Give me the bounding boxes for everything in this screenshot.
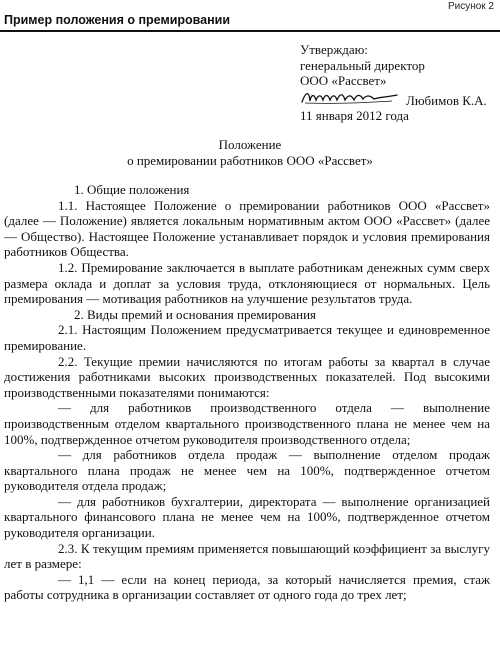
section-heading: 1. Общие положения [74,182,190,197]
approver-company: ООО «Рассвет» [300,73,387,89]
paragraph: 1.2. Премирование заключается в выплате работникам денежных сумм сверх размера оклада и доплат за условия труда, отклоняющиеся от нормальных. Цель премирования — мотивация работников на улучшение результатов труда. [4,259,490,307]
paragraph: 2.3. К текущим премиям применяется повышающий коэффициент за выслугу лет в размере: [4,540,490,572]
document-page [0,34,500,645]
approval-date: 11 января 2012 года [300,108,409,124]
paragraph: 2.2. Текущие премии начисляются по итогам работы за квартал в случае достижения работниками высоких производственных показателей. Под высокими производственными показателями понимаются: [4,353,490,400]
approver-position: генеральный директор [300,57,425,73]
paragraph: 2.1. Настоящим Положением предусматривается текущее и единовременное премирование. [4,322,490,353]
document-body [4,182,490,603]
signature-icon [300,89,400,105]
document-title-line-1: Положение [218,137,282,152]
section-heading: 2. Виды премий и основания премирования [74,306,317,322]
document-title [0,137,500,168]
list-item: — для работников производственного отдела — выполнение производственным отделом квартального производственного плана не менее чем на 100%, подтвержденное отчетом руководителя производственного отдела; [4,400,490,447]
page-title: Пример положения о премировании [4,13,231,27]
paragraph: 1.1. Настоящее Положение о премировании работников ООО «Рассвет» (далее — Положение) является локальным нормативным актом ООО «Рассвет» (далее — Общество). Настоящее Положение устанавливает порядок и условия премирования работников Общества. [4,197,490,260]
approval-block [300,42,496,124]
signature-row [300,89,496,109]
figure-label: Рисунок 2 [447,1,494,12]
header-divider [0,30,500,32]
approver-name: Любимов К.А. [406,92,487,108]
list-item: — для работников бухгалтерии, директората — выполнение организацией квартального финансового плана не менее чем на 100%, подтвержденное отчетом руководителя организации. [4,493,490,541]
document-title-line-2: о премировании работников ООО «Рассвет» [127,152,373,168]
approval-heading: Утверждаю: [300,42,368,57]
list-item: — 1,1 — если на конец периода, за который начисляется премия, стаж работы сотрудника в организации составляет от одного года до трех лет; [4,571,490,603]
list-item: — для работников отдела продаж — выполнение отделом продаж квартального плана продаж не менее чем на 100%, подтвержденное отчетом руководителя отдела продаж; [4,447,490,494]
